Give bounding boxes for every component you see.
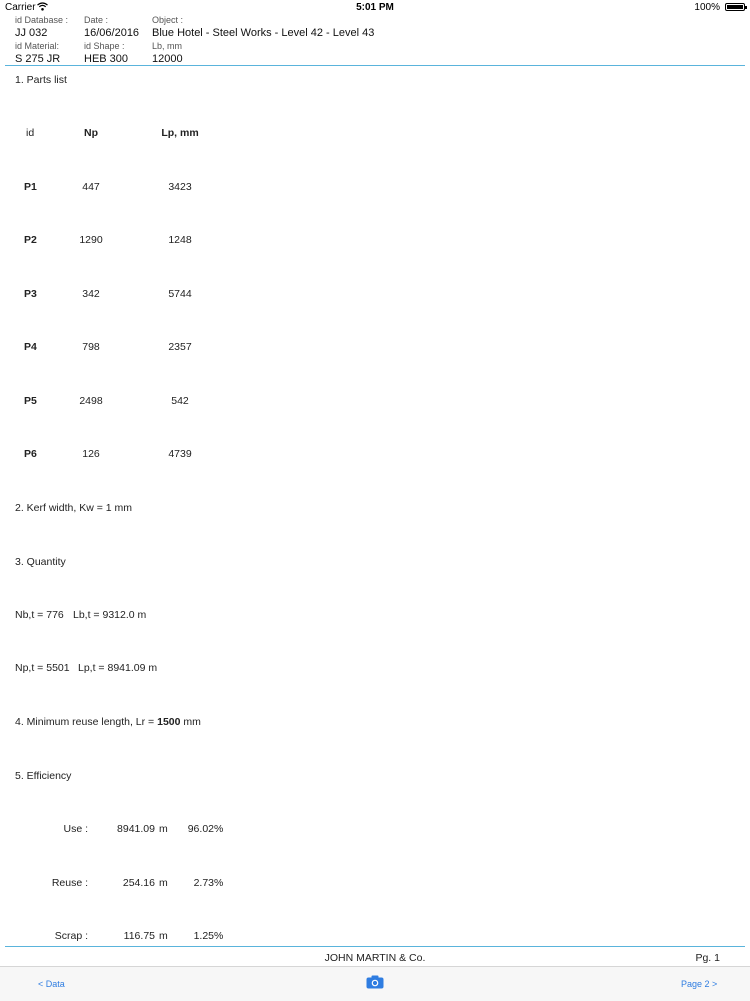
date-value: 16/06/2016: [84, 27, 140, 39]
company-name: JOHN MARTIN & Co.: [324, 952, 426, 964]
lb-total: Lb,t = 9312.0 m: [73, 609, 147, 621]
efficiency-unit: m: [159, 877, 168, 889]
object-label: Object :: [152, 15, 184, 25]
efficiency-percent: 96.02: [187, 823, 214, 835]
id-database-label: id Database :: [15, 15, 69, 25]
quantity-title: 3. Quantity: [15, 556, 66, 568]
back-data-button[interactable]: < Data: [38, 979, 65, 989]
efficiency-length: 8941.09: [117, 823, 155, 835]
part-np: 126: [82, 448, 100, 460]
footer-divider: [5, 946, 745, 947]
part-lp: 4739: [168, 448, 192, 460]
date-label: Date :: [84, 15, 109, 25]
percent-sign: %: [214, 823, 224, 835]
percent-sign: %: [214, 930, 224, 942]
next-page-button[interactable]: Page 2 >: [681, 979, 718, 989]
lb-label: Lb, mm: [152, 41, 183, 51]
battery-percent: 100%: [694, 2, 720, 13]
clock: 5:01 PM: [356, 2, 394, 13]
header-divider: [5, 65, 745, 66]
efficiency-title: 5. Efficiency: [15, 770, 72, 782]
part-id: P1: [24, 181, 37, 193]
parts-header-np: Np: [84, 127, 98, 139]
part-np: 1290: [79, 234, 103, 246]
id-shape-label: id Shape :: [84, 41, 125, 51]
part-id: P2: [24, 234, 37, 246]
part-id: P5: [24, 395, 37, 407]
parts-header-id: id: [26, 127, 35, 139]
status-bar: [0, 0, 750, 16]
parts-header-lp: Lp, mm: [161, 127, 199, 139]
part-lp: 5744: [168, 288, 192, 300]
nb-total: Nb,t = 776: [15, 609, 64, 621]
id-shape-value: HEB 300: [84, 53, 129, 65]
page-number: Pg. 1: [695, 952, 720, 964]
part-id: P3: [24, 288, 37, 300]
part-np: 798: [82, 341, 100, 353]
part-lp: 542: [171, 395, 189, 407]
efficiency-unit: m: [159, 823, 168, 835]
part-np: 447: [82, 181, 100, 193]
parts-list-title: 1. Parts list: [15, 74, 67, 86]
part-lp: 1248: [168, 234, 192, 246]
id-material-label: id Material:: [15, 41, 60, 51]
id-database-value: JJ 032: [15, 27, 48, 39]
part-lp: 3423: [168, 181, 192, 193]
efficiency-percent: 1.25: [193, 930, 214, 942]
efficiency-label: Use :: [63, 823, 88, 835]
efficiency-unit: m: [159, 930, 168, 942]
efficiency-label: Scrap :: [54, 930, 88, 942]
part-np: 2498: [79, 395, 103, 407]
part-lp: 2357: [168, 341, 192, 353]
camera-icon[interactable]: [366, 975, 384, 989]
min-reuse-label: 4. Minimum reuse length, Lr =: [15, 716, 158, 728]
lb-value: 12000: [152, 53, 183, 65]
min-reuse-value: 1500: [157, 716, 181, 728]
bottom-toolbar: [0, 966, 750, 1001]
efficiency-label: Reuse :: [51, 877, 88, 889]
lp-total: Lp,t = 8941.09 m: [78, 662, 158, 674]
object-value: Blue Hotel - Steel Works - Level 42 - Level 43: [152, 27, 375, 39]
part-np: 342: [82, 288, 100, 300]
efficiency-length: 254.16: [122, 877, 155, 889]
percent-sign: %: [214, 877, 224, 889]
min-reuse-unit: mm: [180, 716, 201, 728]
kerf-width-line: 2. Kerf width, Kw = 1 mm: [15, 502, 132, 514]
efficiency-length: 116.75: [123, 930, 155, 942]
part-id: P6: [24, 448, 37, 460]
battery-icon: [725, 3, 745, 11]
id-material-value: S 275 JR: [15, 53, 61, 65]
min-reuse-length: [15, 716, 201, 728]
part-id: P4: [24, 341, 37, 353]
carrier-label: Carrier: [5, 2, 36, 13]
efficiency-percent: 2.73: [193, 877, 214, 889]
np-total: Np,t = 5501: [15, 662, 70, 674]
